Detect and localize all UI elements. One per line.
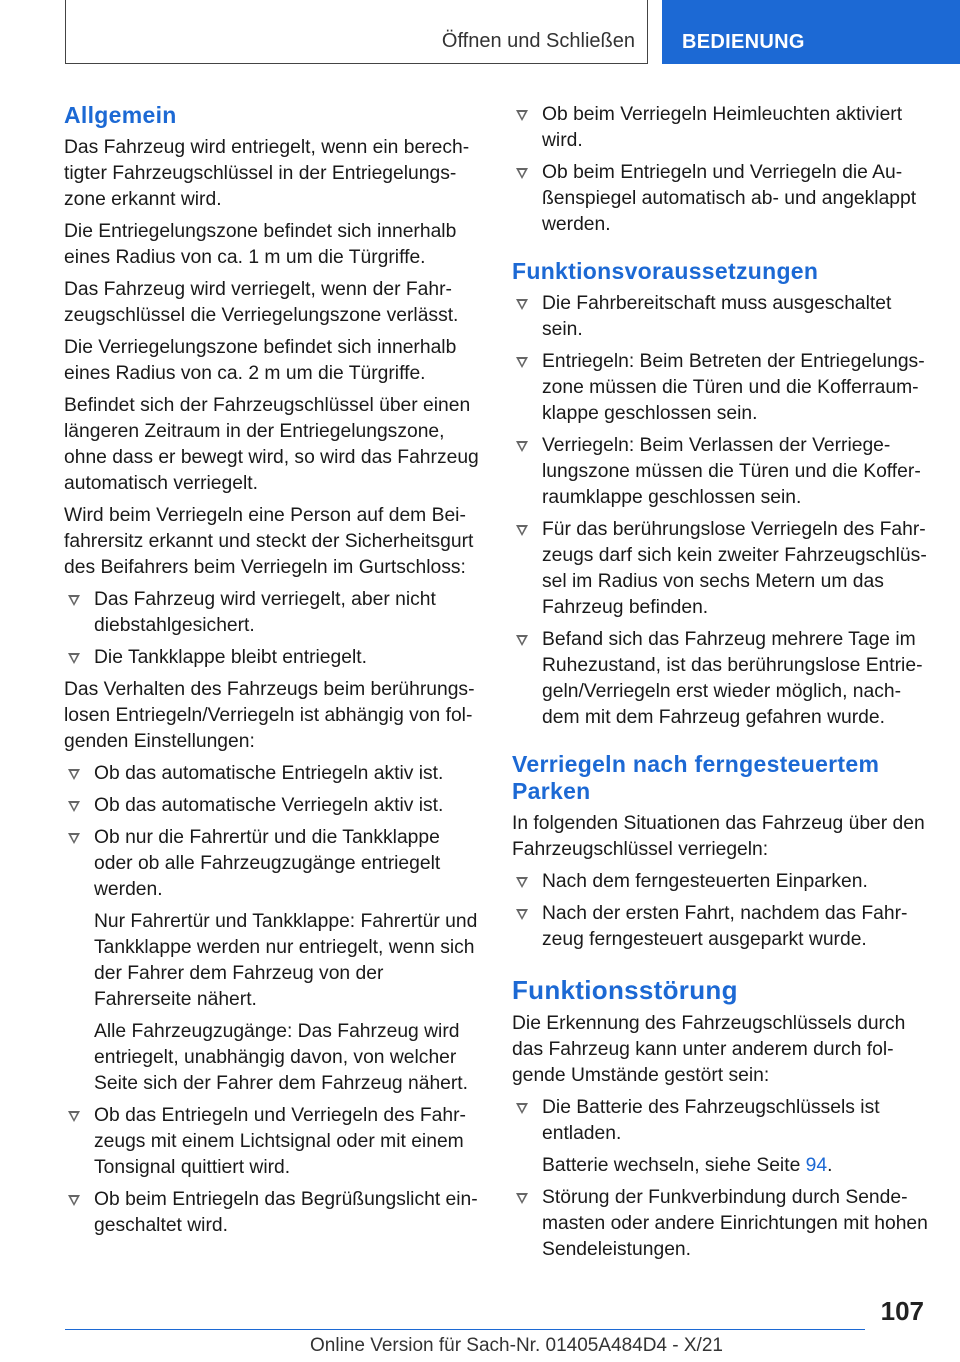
list-item: Nach dem ferngesteuerten Einparken. <box>512 869 928 895</box>
tab-label: BEDIENUNG <box>682 31 805 53</box>
heading-allgemein: Allgemein <box>64 102 177 128</box>
left-column <box>64 102 480 1245</box>
bullet-list <box>512 291 928 731</box>
list-item: Die Fahrbereitschaft muss ausgeschaltet sein. <box>512 291 928 343</box>
header-section <box>65 0 648 64</box>
list-item: Die Batterie des Fahrzeugschlüssels ist entladen. Batterie wechseln, siehe Seite 94. <box>512 1095 928 1179</box>
list-item: Das Fahrzeug wird verriegelt, aber nicht diebstahlgesichert. <box>64 587 480 639</box>
heading-verriegeln-nach-ferngesteuertem-parken: Verriegeln nach ferngesteuertem Parken <box>512 751 880 804</box>
list-item-note: Nur Fahrertür und Tankklappe: Fahrertür und Tankklappe werden nur entriegelt, wenn sich der Fahrer dem Fahrzeug von der Fahrerseite nähert. <box>94 911 478 1010</box>
paragraph: Das Verhalten des Fahrzeugs beim berührungslosen Entriegeln/Verriegeln ist abhängig von folgenden Einstellungen: <box>64 679 475 752</box>
bullet-list <box>64 587 480 671</box>
list-item: Befand sich das Fahrzeug mehrere Tage im Ruhezustand, ist das berührungslose Entriegeln/Verriegeln erst wieder möglich, nachdem mit dem Fahrzeug gefahren wurde. <box>512 627 928 731</box>
heading-funktionsvoraussetzungen: Funktionsvoraussetzungen <box>512 258 819 284</box>
list-item: Ob das Entriegeln und Verriegeln des Fahrzeugs mit einem Lichtsignal oder mit einem Tonsignal quittiert wird. <box>64 1103 480 1181</box>
triangle-bullet-icon <box>68 833 80 844</box>
list-item: Ob nur die Fahrertür und die Tankklappe oder ob alle Fahrzeugzugänge entriegelt werden. Nur Fahrertür und Tankklappe: Fahrertür und Tankklappe werden nur entriegelt, wenn sich der Fahrer dem Fahrzeug von der Fahrerseite nähert. Alle Fahrzeugzugänge: Das Fahrzeug wird entriegelt, unabhängig davon, von welcher Seite sich der Fahrer dem Fahrzeug nähert. <box>64 825 480 1097</box>
triangle-bullet-icon <box>516 357 528 368</box>
bullet-list <box>512 869 928 953</box>
list-item: Ob das automatische Verriegeln aktiv ist. <box>64 793 480 819</box>
triangle-bullet-icon <box>516 1193 528 1204</box>
list-item: Ob das automatische Entriegeln aktiv ist. <box>64 761 480 787</box>
header-tab-bedienung <box>662 0 960 64</box>
triangle-bullet-icon <box>516 635 528 646</box>
paragraph: Befindet sich der Fahrzeugschlüssel über einen längeren Zeitraum in der Entriegelungszone, ohne dass er bewegt wird, so wird das Fahrzeug automatisch verriegelt. <box>64 395 479 494</box>
paragraph: Die Erkennung des Fahrzeugschlüssels durch das Fahrzeug kann unter anderem durch folgende Umstände gestört sein: <box>512 1013 906 1086</box>
list-item: Ob beim Entriegeln und Verriegeln die Außenspiegel automatisch ab- und angeklappt werden. <box>512 160 928 238</box>
list-item: Nach der ersten Fahrt, nachdem das Fahrzeug ferngesteuert ausgeparkt wurde. <box>512 901 928 953</box>
triangle-bullet-icon <box>68 769 80 780</box>
paragraph: Das Fahrzeug wird verriegelt, wenn der Fahrzeugschlüssel die Verriegelungszone verlässt. <box>64 279 459 326</box>
section-title: Öffnen und Schließen <box>441 30 635 52</box>
list-item: Verriegeln: Beim Verlassen der Verriegelungszone müssen die Türen und die Kofferraumklappe geschlossen sein. <box>512 433 928 511</box>
bullet-list <box>512 1095 928 1263</box>
triangle-bullet-icon <box>516 909 528 920</box>
footer-divider <box>65 1329 865 1330</box>
bullet-list <box>64 761 480 1239</box>
list-item: Störung der Funkverbindung durch Sendemasten oder andere Einrichtungen mit hohen Sendeleistungen. <box>512 1185 928 1263</box>
triangle-bullet-icon <box>68 653 80 664</box>
page-reference-link[interactable]: 94 <box>805 1155 828 1176</box>
list-item-note: Batterie wechseln, siehe Seite 94. <box>542 1155 833 1176</box>
right-column <box>512 102 928 1269</box>
triangle-bullet-icon <box>68 595 80 606</box>
triangle-bullet-icon <box>68 1111 80 1122</box>
list-item: Ob beim Entriegeln das Begrüßungslicht eingeschaltet wird. <box>64 1187 480 1239</box>
heading-funktionsstoerung: Funktionsstörung <box>512 975 738 1005</box>
triangle-bullet-icon <box>68 1195 80 1206</box>
page-number: 107 <box>880 1296 924 1326</box>
paragraph: Die Verriegelungszone befindet sich innerhalb eines Radius von ca. 2 m um die Türgriffe. <box>64 337 457 384</box>
triangle-bullet-icon <box>516 168 528 179</box>
paragraph: Die Entriegelungszone befindet sich innerhalb eines Radius von ca. 1 m um die Türgriffe. <box>64 221 457 268</box>
triangle-bullet-icon <box>516 877 528 888</box>
paragraph: In folgenden Situationen das Fahrzeug über den Fahrzeugschlüssel verriegeln: <box>512 813 925 860</box>
triangle-bullet-icon <box>516 1103 528 1114</box>
triangle-bullet-icon <box>516 525 528 536</box>
triangle-bullet-icon <box>516 110 528 121</box>
list-item: Ob beim Verriegeln Heimleuchten aktiviert wird. <box>512 102 928 154</box>
list-item: Entriegeln: Beim Betreten der Entriegelungszone müssen die Türen und die Kofferraumklappe geschlossen sein. <box>512 349 928 427</box>
list-item-note: Alle Fahrzeugzugänge: Das Fahrzeug wird entriegelt, unabhängig davon, von welcher Seite sich der Fahrer dem Fahrzeug nähert. <box>94 1021 469 1094</box>
list-item: Für das berührungslose Verriegeln des Fahrzeugs darf sich kein zweiter Fahrzeugschlüssel im Radius von sechs Metern um das Fahrzeug befinden. <box>512 517 928 621</box>
list-item: Die Tankklappe bleibt entriegelt. <box>64 645 480 671</box>
triangle-bullet-icon <box>68 801 80 812</box>
paragraph: Wird beim Verriegeln eine Person auf dem Beifahrersitz erkannt und steckt der Sicherheitsgurt des Beifahrers beim Verriegeln im Gurtschloss: <box>64 505 474 578</box>
triangle-bullet-icon <box>516 299 528 310</box>
triangle-bullet-icon <box>516 441 528 452</box>
bullet-list <box>512 102 928 238</box>
paragraph: Das Fahrzeug wird entriegelt, wenn ein berechtigter Fahrzeugschlüssel in der Entriegelungszone erkannt wird. <box>64 137 470 210</box>
footer-text: Online Version für Sach-Nr. 01405A484D4 - X/21 <box>310 1335 723 1356</box>
